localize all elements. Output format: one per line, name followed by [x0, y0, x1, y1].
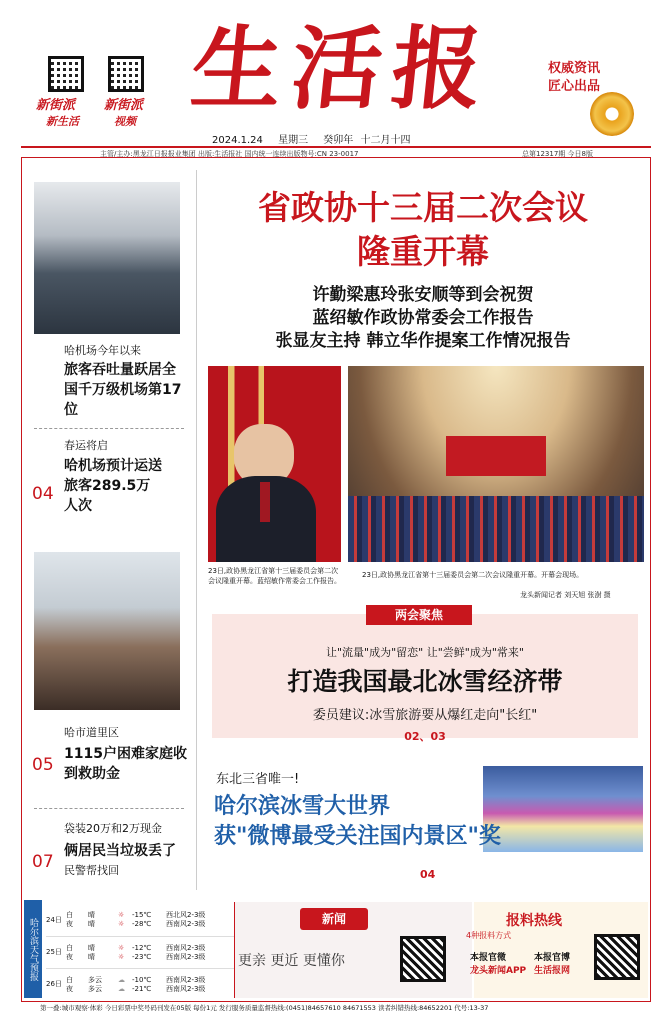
hotline-note: 4种报料方式	[466, 931, 512, 940]
date: 2024.1.24	[212, 135, 263, 146]
qr-code-left-2	[108, 56, 144, 92]
ad-item1[interactable]: 本报官微 龙头新闻APP	[470, 953, 527, 976]
weather-row: 25日 白 晴 ☼ -12℃ 西南风2-3级 夜 晴 ☼ -23℃ 西南风2-3级	[46, 936, 246, 968]
ice-page: 04	[420, 868, 436, 881]
sidebar-item2-page: 04	[32, 484, 54, 504]
footer: 第一叠:城市观察·体彩 今日彩票中奖号码刊发在05版 每份1元 发行服务质量监督热线:(0451)84657610 84671553 读者纠错热线:84652201 代号:13-37	[40, 1004, 489, 1012]
date-line	[212, 131, 410, 146]
qr-code-ad-2	[594, 934, 640, 980]
ice-kicker: 东北三省唯一!	[216, 772, 300, 787]
weather-row: 26日 白 多云 ☁ -10℃ 西南风2-3级 夜 多云 ☁ -21℃ 西南风2-3级	[46, 968, 246, 1000]
divider	[34, 808, 184, 809]
column-divider	[196, 170, 197, 890]
masthead-rule	[21, 146, 651, 148]
issue-number: 总第12317期 今日8版	[522, 150, 593, 158]
sidebar-item1-title[interactable]: 旅客吞吐量跃居全国千万级机场第17位	[64, 362, 182, 418]
sidebar-item4-kicker: 袋装20万和2万现金	[64, 822, 162, 835]
caption-left: 23日,政协黑龙江省第十三届委员会第二次会议隆重开幕。蓝绍敏作常委会工作报告。	[208, 567, 341, 585]
sidebar-item4-title[interactable]: 俩居民当垃圾丢了	[64, 843, 176, 859]
qr-code-ad-1	[400, 936, 446, 982]
lunar-date: 癸卯年 十二月十四	[323, 135, 411, 146]
qr-code-left-1	[48, 56, 84, 92]
weekday: 星期三	[278, 135, 309, 146]
focus-sub: 委员建议:冰雪旅游要从爆红走向"长红"	[312, 708, 538, 723]
logo-emblem	[590, 92, 634, 136]
brand-left-1: 新街派 新生活	[36, 98, 79, 128]
sidebar-item4-sub: 民警帮找回	[64, 864, 119, 877]
lead-subheads: 许勤梁惠玲张安顺等到会祝贺 蓝绍敏作政协常委会工作报告 张显友主持 韩立华作提案工作情况报告	[275, 285, 571, 351]
ice-photo	[483, 766, 643, 852]
weather-row: 24日 白 晴 ☼ -15℃ 西北风2-3级 夜 晴 ☼ -28℃ 西南风2-3级	[46, 911, 206, 928]
weather-table	[46, 904, 246, 1000]
lead-headline[interactable]: 省政协十三届二次会议 隆重开幕	[258, 188, 588, 271]
sidebar-item1-kicker: 哈机场今年以来	[64, 344, 141, 357]
divider	[34, 428, 184, 429]
ice-headline[interactable]: 哈尔滨冰雪大世界 获"微博最受关注国内景区"奖	[214, 794, 501, 849]
airport-photo	[34, 182, 180, 334]
sidebar-item3-title[interactable]: 1115户困难家庭收到救助金	[64, 746, 187, 782]
speaker-photo	[208, 366, 341, 562]
ad-item2[interactable]: 本报官博 生活报网	[534, 953, 571, 976]
focus-kicker: 让"流量"成为"留恋" 让"尝鲜"成为"常来"	[326, 646, 524, 659]
brand-left-2: 新街派 视频	[104, 98, 144, 128]
slogan: 权威资讯 匠心出品	[548, 61, 601, 94]
sidebar-item2-title[interactable]: 哈机场预计运送旅客289.5万人次	[64, 458, 162, 514]
relief-photo	[34, 552, 180, 710]
focus-tag: 两会聚焦	[366, 605, 472, 625]
publisher-info: 主管/主办:黑龙江日报报业集团 出版:生活报社 国内统一连续出版物号:CN 23-0017	[100, 150, 359, 158]
focus-headline[interactable]: 打造我国最北冰雪经济带	[287, 667, 563, 696]
sidebar-item3-page: 05	[32, 755, 54, 775]
sidebar-item3-kicker: 哈市道里区	[64, 726, 119, 739]
photo-credit: 龙头新闻记者 刘天旭 张澍 摄	[520, 591, 611, 599]
sidebar-item2-kicker: 春运将启	[64, 439, 108, 452]
sidebar-item4-page: 07	[32, 852, 54, 872]
masthead-title: 生活报	[186, 16, 498, 122]
focus-pages: 02、03	[404, 730, 446, 743]
hall-photo	[348, 366, 644, 562]
weather-label: 哈尔滨天气预报	[24, 900, 42, 998]
news-logo: 新闻	[300, 908, 368, 930]
hotline-title: 报料热线	[506, 913, 562, 929]
ad-slogan: 更亲 更近 更懂你	[238, 953, 345, 969]
caption-right: 23日,政协黑龙江省第十三届委员会第二次会议隆重开幕。开幕会现场。	[362, 571, 584, 579]
